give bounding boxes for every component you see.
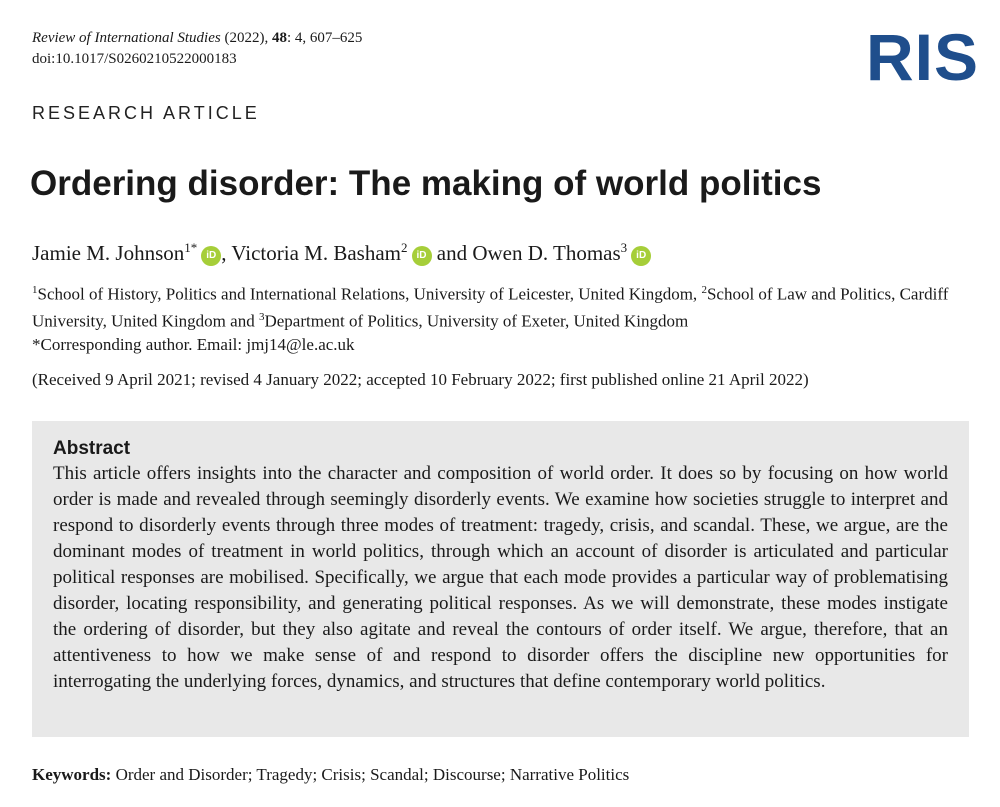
- affiliation-1: School of History, Politics and International Relations, University of Leicester, United Kingdom,: [37, 284, 702, 304]
- publication-dates: (Received 9 April 2021; revised 4 January 2022; accepted 10 February 2022; first published online 21 April 2022): [32, 370, 809, 389]
- article-title: Ordering disorder: The making of world politics: [30, 164, 822, 203]
- affil-sup: 2: [701, 284, 707, 296]
- citation-year: (2022),: [224, 30, 269, 46]
- citation-line: [32, 28, 362, 49]
- affil-sup: 1: [32, 284, 38, 296]
- citation-volume: 48: [271, 30, 287, 46]
- keywords-label: Keywords:: [32, 765, 112, 784]
- abstract-heading: Abstract: [53, 438, 131, 459]
- author-list: [32, 234, 651, 267]
- journal-logo: RIS: [866, 20, 980, 94]
- author-separator: ,: [221, 241, 232, 265]
- affiliation-2: School of Law and Politics, Cardiff University, United Kingdom and: [32, 284, 949, 331]
- affil-sup: 3: [258, 311, 265, 324]
- author-name[interactable]: Victoria M. Basham: [231, 241, 401, 265]
- abstract-box: [32, 421, 969, 737]
- orcid-icon[interactable]: iD: [631, 246, 651, 266]
- affiliations: [32, 279, 977, 357]
- author-separator: and: [431, 241, 473, 265]
- keywords: [32, 763, 629, 786]
- citation-block: [32, 28, 362, 70]
- author-affil-sup: 1*: [184, 240, 198, 255]
- author-name[interactable]: Owen D. Thomas: [472, 241, 621, 265]
- doi-link[interactable]: doi:10.1017/S0260210522000183: [32, 51, 237, 67]
- corresponding-author[interactable]: *Corresponding author. Email: jmj14@le.ac.uk: [32, 335, 355, 355]
- affiliation-3: Department of Politics, University of Exeter, United Kingdom: [264, 311, 689, 331]
- keywords-list: Order and Disorder; Tragedy; Crisis; Scandal; Discourse; Narrative Politics: [111, 765, 630, 784]
- affiliation-text: [32, 279, 977, 333]
- journal-name: Review of International Studies: [32, 30, 221, 46]
- abstract-text: This article offers insights into the character and composition of world order. It does so by focusing on how world order is made and revealed through seemingly disorderly events. We examine how societies struggle to interpret and respond to disorderly events through three modes of treatment: tragedy, crisis, and scandal. These, we argue, are the dominant modes of treatment in world politics, through which an account of disorder is articulated and particular political responses are mobilised. Specifically, we argue that each mode provides a particular way of problematising disorder, locating responsibility, and generating political responses. As we will demonstrate, these modes instigate the ordering of disorder, but they also agitate and reveal the contours of order itself. We argue, therefore, that an attentiveness to how we make sense of and respond to disorder offers the discipline new opportunities for interrogating the underlying forces, dynamics, and structures that define contemporary world politics.: [53, 463, 948, 692]
- orcid-icon[interactable]: iD: [201, 246, 221, 266]
- author-affil-sup: 2: [401, 240, 408, 255]
- author-affil-sup: 3: [620, 240, 628, 255]
- article-type-label: RESEARCH ARTICLE: [32, 103, 260, 123]
- citation-issue-pages: : 4, 607–625: [286, 30, 363, 46]
- author-name[interactable]: Jamie M. Johnson: [32, 241, 185, 265]
- orcid-icon[interactable]: iD: [412, 246, 432, 266]
